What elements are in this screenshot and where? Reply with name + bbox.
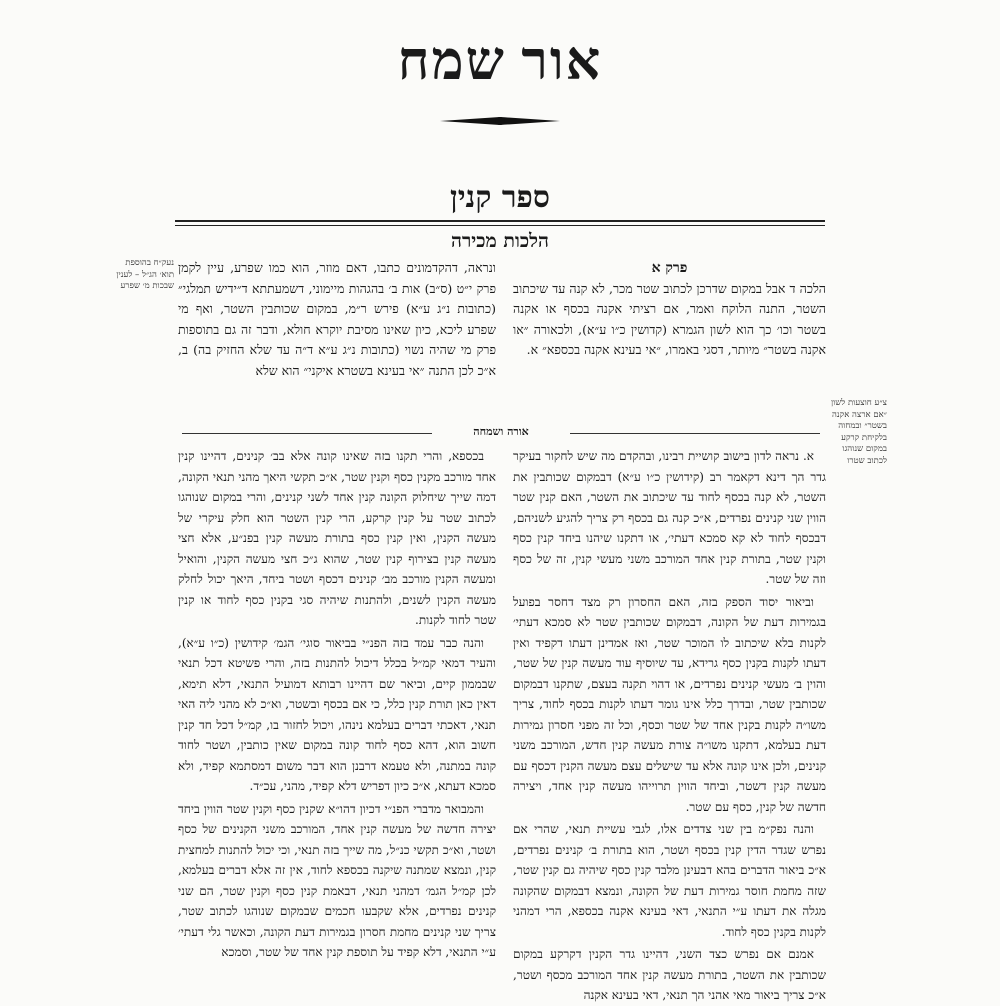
commentary-paragraph: והמבואר מדברי הפנ״י דכיון דהו״א שקנין כסף וקנין שטר הווין ביחד יצירה חדשה של מעשה קנין אחד, המורכב משני הקנינים של כסף ושטר, וא״כ תקשי כנ״ל, מה שייך בזה תנאי, וכי יכול להתנות למחצית קנין, ונמצא שמתנה שיקנה בכספא לחוד, אין זה אלא דברים בעלמא, לכן קמ״ל הגמ׳ דמהני תנאי, דבאמת קנין כסף וקנין שטר, הם שני קנינים נפרדים, אלא שקבעו חכמים שבמקום שנוהגו לכתוב שטר, צריך שני קנינים מחמת חסרון בגמירות דעת הקונה, וכאשר גלי דעתי׳ ע״י התנאי, דלא קפיד על תוספת קנין אחד של שטר, וסמכא (178, 801, 496, 959)
separator-line-right (570, 433, 820, 434)
margin-note-left: נעק״ח בהוספת תוא׳ הג״ל – לענין שבכות מ׳ שפרע (116, 258, 174, 291)
rambam-text-block (513, 258, 826, 361)
section-title: הלכות מכירה (451, 230, 549, 252)
separator-line-left (182, 433, 432, 434)
separator-label: אורה ושמחה (473, 425, 529, 438)
book-title: ספר קנין (450, 180, 550, 215)
commentary-paragraph: וביאור יסוד הספק בזה, האם החסרון רק מצד דחסר בפועל בגמירות דעת של הקונה, דבמקום שכותבין שטר לא סמכא דעתי׳ לקנות בלא שיכתוב לו המוכר שטר, ואז אמדינן דעתו דקפיד ואין דעתו לקנות בקנין כסף גרידא, עד שיוסיף עוד מעשה קנין של שטר, והוין ב׳ מעשי קנינים נפרדים, או דהוי תקנה בעצם, שתקנו דבמקום שכותבין שטר, ובדרך כלל אינו גומר דעתו לקנות בכסף לחוד, צריך משו״ה לקנות בקנין אחד של שטר וכסף, וכל זה מפני חסרון גמירות דעת בעלמא, דתקנו משו״ה צורת מעשה קנין חדש, המורכב משני קנינים, ולכן אינו קונה אלא עד שישלים עצם מעשה הקנין דכסף עם מעשה קנין דשטר, וביחד הווין תרוייהו מעשה קנין אחד, ויצירה חדשה של קנין, כסף עם שטר. (513, 594, 826, 814)
commentary-paragraph: אמנם אם נפרש כצד השני, דהיינו גדר הקנין דקרקע במקום שכותבין את השטר, בתורת מעשה קנין אחד המורכב מכסף ושטר, א״כ צריך ביאור מאי אהני הך תנאי, דאי בעינא אקנה (513, 947, 826, 1002)
chapter-heading: פרק א (651, 260, 688, 276)
commentary-paragraph: והנה כבר עמד בזה הפנ״י בביאור סוגי׳ הגמ׳ קידושין (כ״ו ע״א), והעיר דמאי קמ״ל בכלל דיכול להתנות בזה, והרי פשיטא דכל תנאי שבממון קיים, וביאר שם דהיינו רבותא דמועיל התנאי, דלא תימא, דאין כאן תורת קנין כלל, כי אם בכסף ובשטר, וא״כ לא מהני ליה האי תנאי, דאכתי דברים בעלמא נינהו, ויכול לחזור בו, קמ״ל דכל חד קנין חשוב הוא, דהא כסף לחוד קונה במקום שאין כותבין, ושטר לחוד קונה במתנה, ולא טעמא דרבנן הוא דבר משום דמסתמא קפיד, ולא סמכא דעתא, א״כ כיון דפריש דלא קפיד, מהני, עכ״ד. (178, 635, 496, 793)
commentary-column-left (178, 446, 496, 994)
title-rule (175, 220, 825, 222)
ornament-divider (440, 114, 560, 128)
rambam-text: הלכה ד אבל במקום שדרכן לכתוב שטר מכר, לא קנה עד שיכתוב השטר, התנה הלוקח ואמר, אם רציתי אקנה בכסף או אקנה בשטר וכו׳ כך הוא לשון הגמרא (קדושין כ״ו ע״א), ולכאורה ״או אקנה בשטר״ מיותר, דסגי באמרו, ״אי בעינא אקנה בכספא״ א. (513, 280, 826, 357)
main-title: אור שמח (397, 31, 603, 91)
commentary-column-right (513, 446, 826, 1002)
commentary-paragraph: בכספא, והרי תקנו בזה שאינו קונה אלא בב׳ קנינים, דהיינו קנין אחד מורכב מקנין כסף וקנין שטר, א״כ תקשי היאך מהני תנאי הקונה, דמה שייך שיחלוק הקונה קנין אחד לשני קנינים, והרי במקום שנוהגו לכתוב שטר על קנין קרקע, הרי קנין השטר הוא חלק עיקרי של מעשה הקנין, ואין קנין כסף בתורת מעשה קנין בפנ״ע, אלא חצי מעשה קנין בצירוף קנין שטר, שהוא ג״כ חצי מעשה הקנין, והואיל ומעשה הקנין מורכב מב׳ קנינים דכסף ושטר ביחד, היאך יכול לחלק מעשה הקנין לשנים, ולהתנות שיהיה סגי בקנין כסף לחוד או קנין שטר לחוד לקנות. (178, 449, 496, 627)
margin-note-right: צ״ע חוצעות לשון ״אם ארצה אקנה בשטר״ ובמחוה בלקיחת קרקע במקום שנוהגו לכתוב שטרו (830, 398, 887, 466)
commentary-paragraph: א. נראה לדון בישוב קושיית רבינו, ובהקדם מה שיש לחקור בעיקר גדר הך דינא דקאמר רב (קידושין כ״ו ע״א) דבמקום שכותבין את השטר, לא קנה בכסף לחוד עד שיכתוב את השטר, האם קנין שטר הווין שני קנינים נפרדים, א״כ קנה גם בכסף רק צריך להגיע לשניהם, דבכסף לחוד לא קא סמכא דעתי׳, או דתקנו שיהנו ביחד קנין כסף וקנין שטר, בתורת קנין אחד המורכב משני מעשי קנין, זה של כסף וזה של שטר. (513, 449, 826, 586)
commentary-paragraph: והנה נפק״מ בין שני צדדים אלו, לגבי עשיית תנאי, שהרי אם נפרש שגדר הדין קנין בכסף ושטר, הוא בתורת ב׳ קנינים נפרדים, א״כ ביאור הדברים בהא דבעינן מלבד קנין כסף שיהיה גם קנין שטר, שזה מחמת חוסר גמירות דעת של הקונה, ונמצא דבמקום שהקונה מגלה את דעתו ע״י התנאי, דאי בעינא אקנה בכספא, הרי דמהני לקנות בקנין כסף לחוד. (513, 822, 826, 939)
or-sameach-text: ונראה, דהקדמונים כתבו, דאם מוזר, הוא כמו שפרע, עיין לקמן פרק י״ט (ס״ב) אות ב׳ בהגהות מיימוני, דשמעתתא ד״ידיש תמלגי״ (כתובות נ״ג ע״א) פירש ר״מ, במקום שכותבין השטר, ואף מי שפרע ליכא, כיון שאינו מסיבת יוקרא חולא, ודבר זה גם בתוספות פרק מי שהיה נשוי (כתובות נ״ג ע״א ד״ה עד שלא החזיק בה) ב, א״כ לכן התנה ״אי בעינא בשטרא איקני״ הוא שלא (178, 260, 496, 378)
title-rule-thin (175, 225, 825, 226)
